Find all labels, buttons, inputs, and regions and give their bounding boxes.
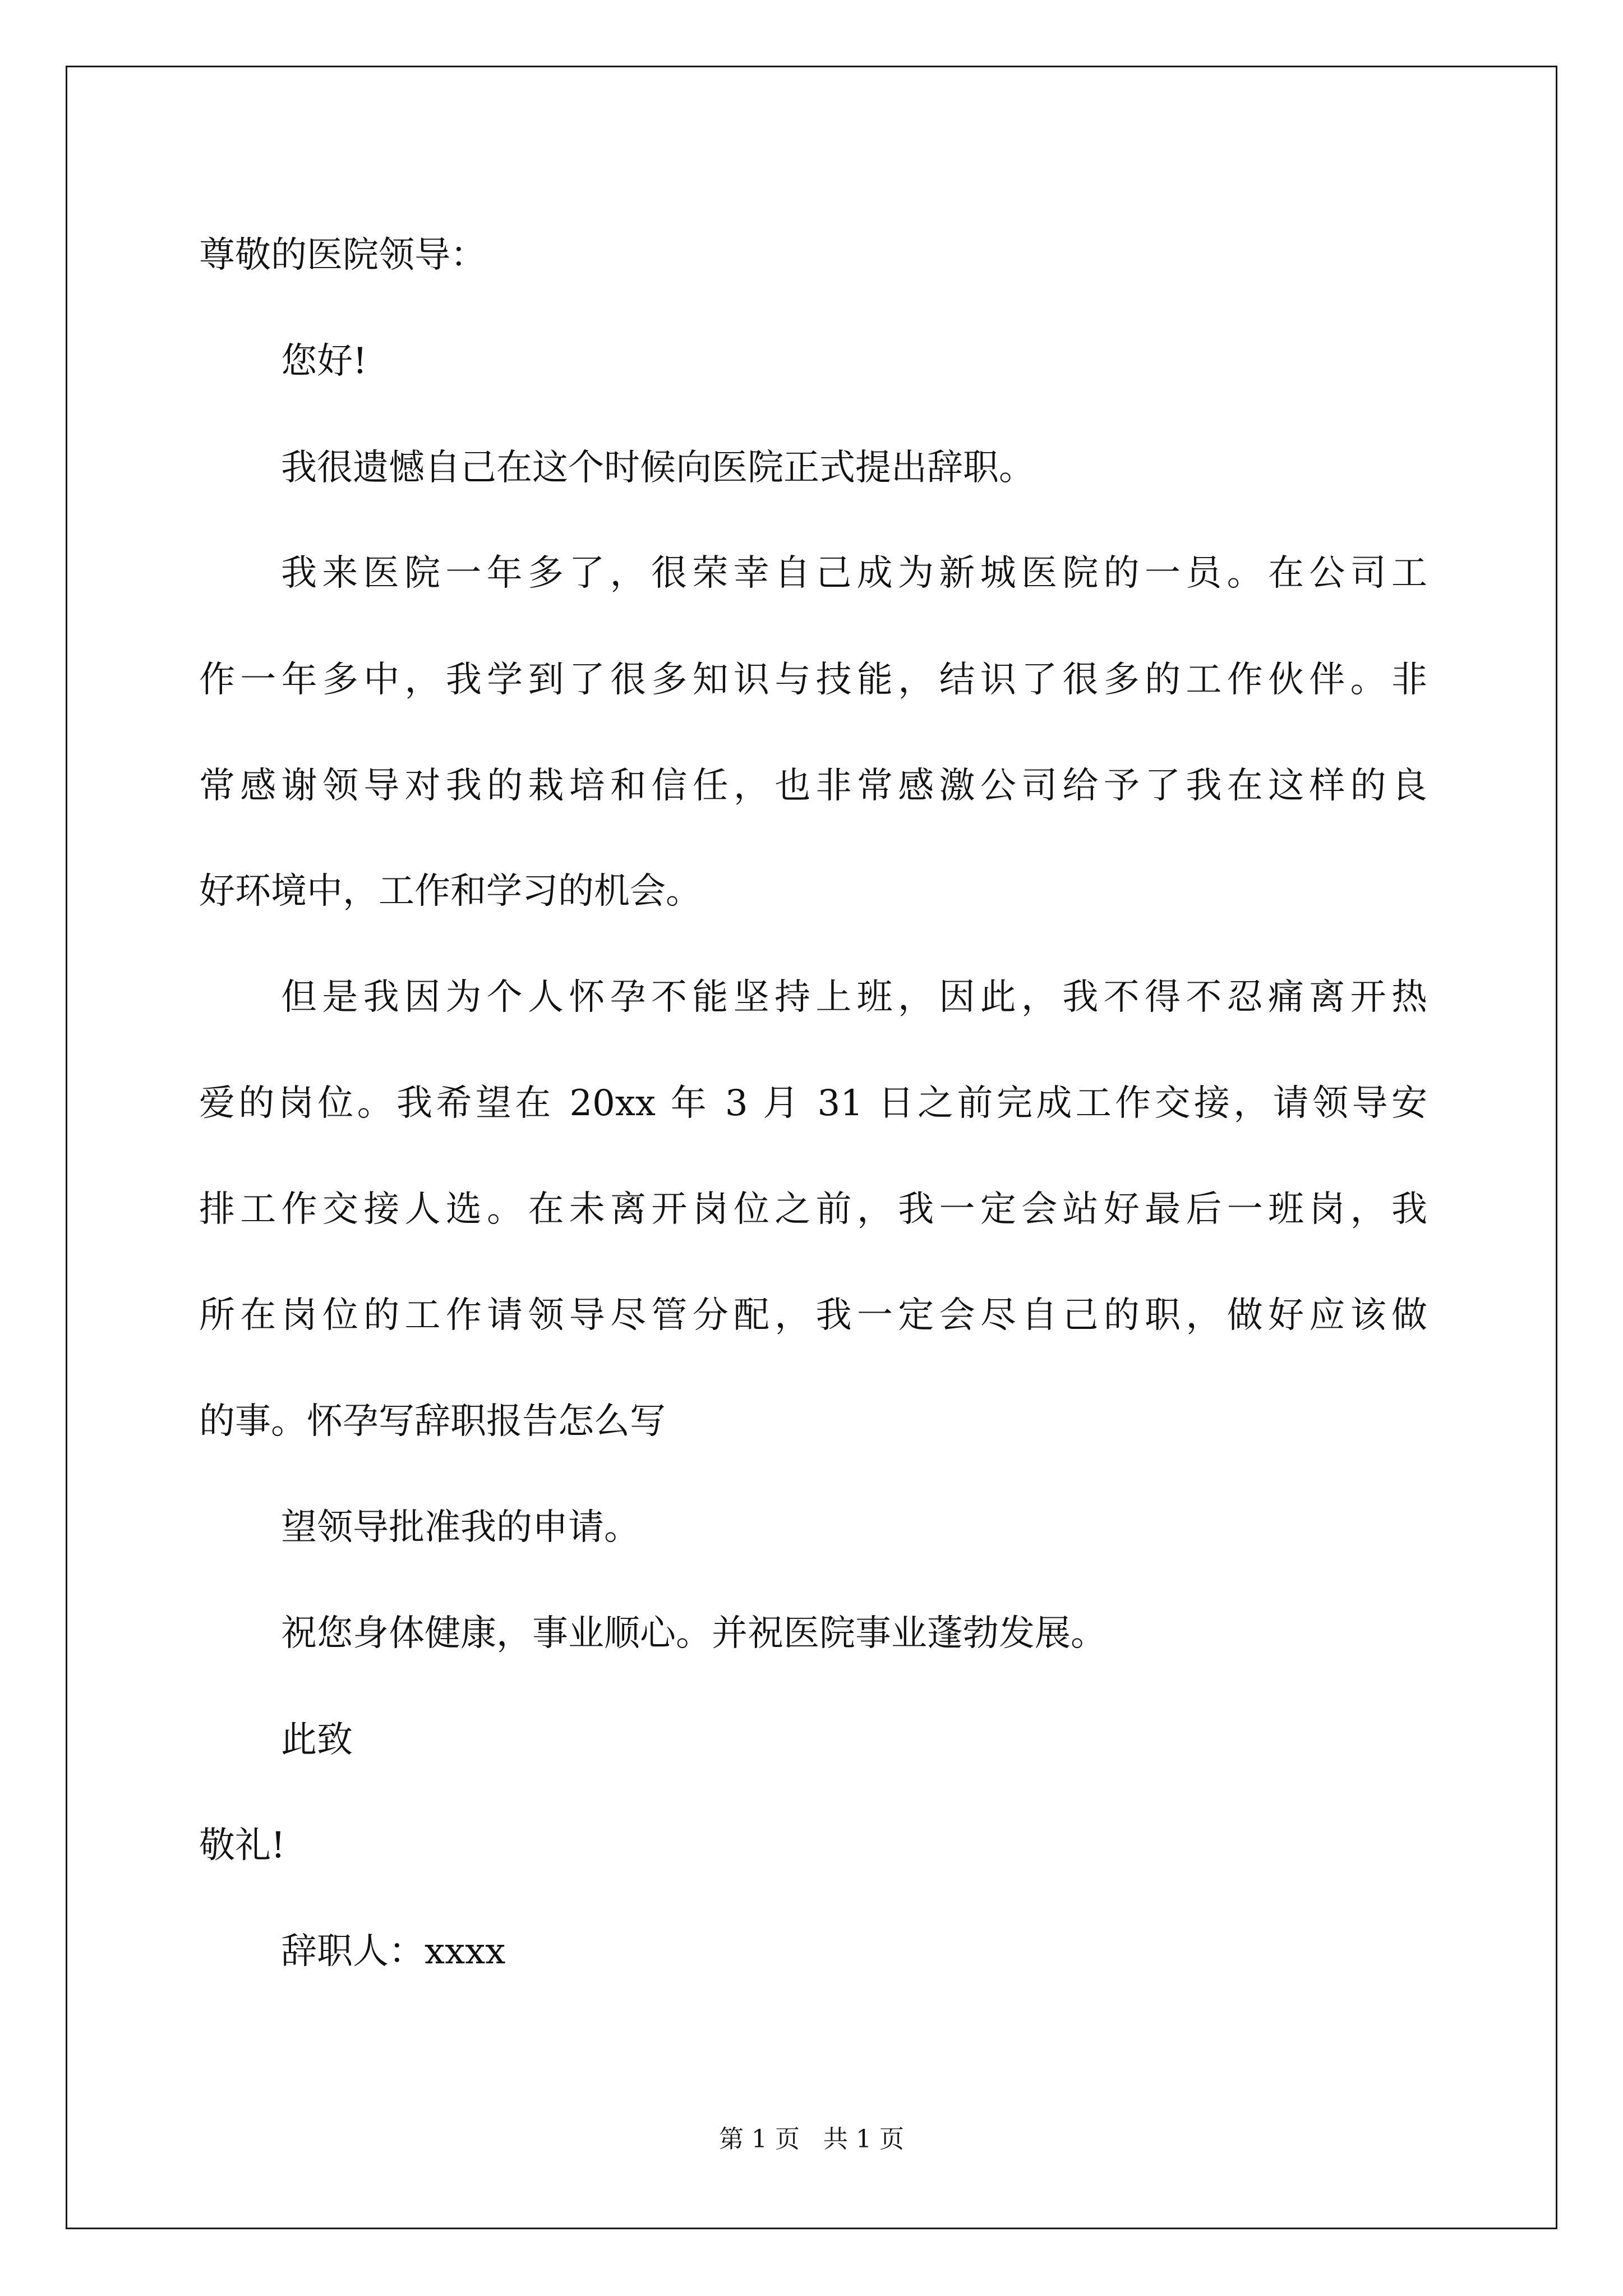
paragraph-4: 望领导批准我的申请。	[281, 1507, 640, 1548]
page-border	[66, 66, 1557, 2229]
salutation: 尊敬的医院领导：	[199, 234, 486, 276]
paragraph-3-line-5: 的事。怀孕写辞职报告怎么写	[199, 1401, 666, 1442]
paragraph-3-line-2: 爱的岗位。我希望在 20xx 年 3 月 31 日之前完成工作交接，请领导安	[199, 1083, 1427, 1124]
paragraph-3-line-3: 排工作交接人选。在未离开岗位之前，我一定会站好最后一班岗，我	[199, 1189, 1427, 1230]
paragraph-2-line-4: 好环境中，工作和学习的机会。	[199, 871, 702, 912]
page-footer: 第 1 页 共 1 页	[719, 2125, 904, 2154]
greeting: 您好!	[281, 341, 367, 382]
closing: 此致	[281, 1719, 353, 1761]
signature: 辞职人：xxxx	[281, 1931, 506, 1972]
paragraph-2-line-3: 常感谢领导对我的栽培和信任，也非常感激公司给予了我在这样的良	[199, 765, 1427, 807]
paragraph-3-line-4: 所在岗位的工作请领导尽管分配，我一定会尽自己的职，做好应该做	[199, 1295, 1427, 1336]
paragraph-1: 我很遗憾自己在这个时候向医院正式提出辞职。	[281, 447, 1035, 489]
paragraph-2-line-1: 我来医院一年多了，很荣幸自己成为新城医院的一员。在公司工	[281, 553, 1427, 594]
paragraph-2-line-2: 作一年多中，我学到了很多知识与技能，结识了很多的工作伙伴。非	[199, 659, 1427, 701]
regards: 敬礼!	[199, 1825, 285, 1866]
paragraph-3-line-1: 但是我因为个人怀孕不能坚持上班，因此，我不得不忍痛离开热	[281, 977, 1427, 1018]
paragraph-5: 祝您身体健康，事业顺心。并祝医院事业蓬勃发展。	[281, 1613, 1106, 1654]
